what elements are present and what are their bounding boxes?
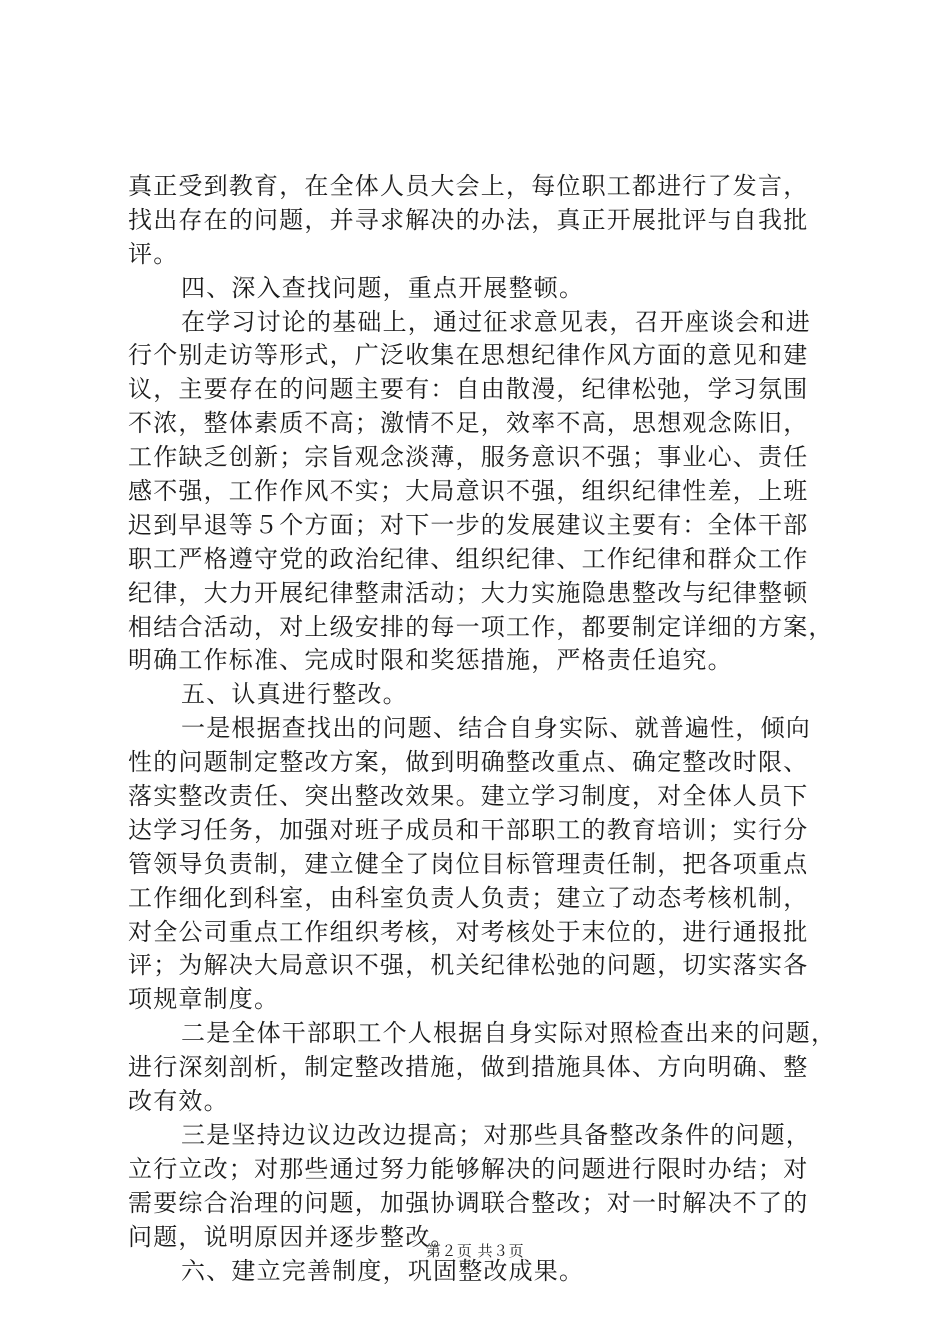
text-line: 找出存在的问题，并寻求解决的办法，真正开展批评与自我批 <box>128 205 809 234</box>
text-line: 落实整改责任、突出整改效果。建立学习制度，对全体人员下 <box>128 782 809 811</box>
text-line: 三是坚持边议边改边提高；对那些具备整改条件的问题， <box>181 1120 811 1149</box>
text-line: 对全公司重点工作组织考核，对考核处于末位的，进行通报批 <box>128 917 809 946</box>
text-line: 行个别走访等形式，广泛收集在思想纪律作风方面的意见和建 <box>128 341 809 370</box>
text-line: 立行立改；对那些通过努力能够解决的问题进行限时办结；对 <box>128 1154 809 1183</box>
text-line: 迟到早退等５个方面；对下一步的发展建议主要有：全体干部 <box>128 510 809 539</box>
text-line: 工作缺乏创新；宗旨观念淡薄，服务意识不强；事业心、责任 <box>128 443 809 472</box>
text-line: 达学习任务，加强对班子成员和干部职工的教育培训；实行分 <box>128 815 809 844</box>
document-body <box>128 170 838 1288</box>
text-line: 二是全体干部职工个人根据自身实际对照检查出来的问题， <box>181 1019 837 1048</box>
text-line: 真正受到教育，在全体人员大会上，每位职工都进行了发言， <box>128 172 809 200</box>
text-line: 纪律，大力开展纪律整肃活动；大力实施隐患整改与纪律整顿 <box>128 578 809 607</box>
text-line: 管领导负责制，建立健全了岗位目标管理责任制，把各项重点 <box>128 849 809 878</box>
text-line: 评。 <box>128 239 179 268</box>
text-line: 明确工作标准、完成时限和奖惩措施，严格责任追究。 <box>128 646 733 675</box>
page-footer: 第２页 共３页 <box>425 1242 525 1260</box>
text-line: 在学习讨论的基础上，通过征求意见表，召开座谈会和进 <box>181 307 811 336</box>
text-line: 四、深入查找问题，重点开展整顿。 <box>181 273 585 302</box>
text-line: 六、建立完善制度，巩固整改成果。 <box>181 1256 585 1285</box>
text-line: 职工严格遵守党的政治纪律、组织纪律、工作纪律和群众工作 <box>128 544 809 573</box>
text-line: 议，主要存在的问题主要有：自由散漫，纪律松弛，学习氛围 <box>128 375 809 404</box>
text-line: 需要综合治理的问题，加强协调联合整改；对一时解决不了的 <box>128 1188 809 1217</box>
text-line: 改有效。 <box>128 1087 229 1116</box>
text-line: 问题，说明原因并逐步整改。 <box>128 1222 456 1251</box>
text-line: 不浓，整体素质不高；激情不足，效率不高，思想观念陈旧， <box>128 409 809 438</box>
text-line: 性的问题制定整改方案，做到明确整改重点、确定整改时限、 <box>128 748 809 777</box>
text-line: 进行深刻剖析，制定整改措施，做到措施具体、方向明确、整 <box>128 1053 809 1082</box>
text-line: 项规章制度。 <box>128 985 280 1014</box>
text-line: 感不强，工作作风不实；大局意识不强，组织纪律性差，上班 <box>128 477 809 506</box>
text-line: 评；为解决大局意识不强，机关纪律松弛的问题，切实落实各 <box>128 951 809 980</box>
text-line: 五、认真进行整改。 <box>181 680 408 709</box>
text-line: 相结合活动，对上级安排的每一项工作，都要制定详细的方案， <box>128 612 834 641</box>
text-line: 一是根据查找出的问题、结合自身实际、就普遍性，倾向 <box>181 714 811 743</box>
text-line: 工作细化到科室，由科室负责人负责；建立了动态考核机制， <box>128 883 809 912</box>
